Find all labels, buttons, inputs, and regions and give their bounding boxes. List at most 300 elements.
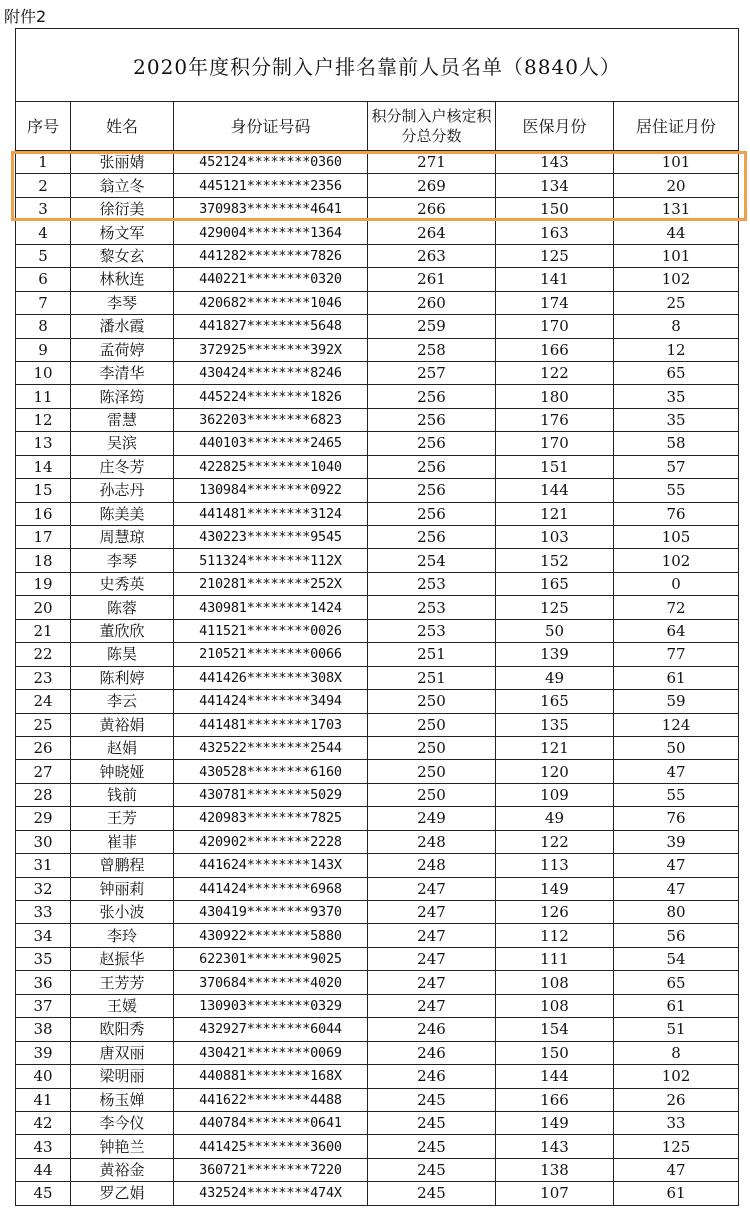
cell-residence: 59 xyxy=(614,690,739,713)
cell-index: 14 xyxy=(16,455,71,478)
cell-insurance: 126 xyxy=(496,901,614,924)
cell-score: 245 xyxy=(368,1182,496,1205)
cell-id: 430528********6160 xyxy=(174,760,368,783)
cell-score: 249 xyxy=(368,807,496,830)
table-row xyxy=(16,854,739,877)
cell-score: 246 xyxy=(368,1065,496,1088)
cell-score: 260 xyxy=(368,291,496,314)
cell-id: 432927********6044 xyxy=(174,1018,368,1041)
cell-insurance: 150 xyxy=(496,1041,614,1064)
cell-score: 250 xyxy=(368,690,496,713)
cell-residence: 47 xyxy=(614,877,739,900)
table-row xyxy=(16,361,739,384)
cell-insurance: 120 xyxy=(496,760,614,783)
cell-insurance: 174 xyxy=(496,291,614,314)
cell-insurance: 135 xyxy=(496,713,614,736)
cell-name: 黄裕金 xyxy=(71,1158,174,1181)
cell-index: 16 xyxy=(16,502,71,525)
cell-insurance: 166 xyxy=(496,1088,614,1111)
table-row xyxy=(16,432,739,455)
cell-residence: 44 xyxy=(614,221,739,244)
cell-score: 246 xyxy=(368,1041,496,1064)
cell-residence: 25 xyxy=(614,291,739,314)
cell-index: 45 xyxy=(16,1182,71,1205)
cell-name: 李今仪 xyxy=(71,1111,174,1134)
cell-index: 41 xyxy=(16,1088,71,1111)
cell-score: 247 xyxy=(368,994,496,1017)
cell-residence: 76 xyxy=(614,502,739,525)
cell-index: 19 xyxy=(16,572,71,595)
table-row xyxy=(16,268,739,291)
cell-insurance: 166 xyxy=(496,338,614,361)
cell-residence: 64 xyxy=(614,619,739,642)
table-row xyxy=(16,174,739,197)
cell-name: 陈蓉 xyxy=(71,596,174,619)
cell-id: 372925********392X xyxy=(174,338,368,361)
cell-residence: 61 xyxy=(614,666,739,689)
cell-index: 17 xyxy=(16,526,71,549)
header-index: 序号 xyxy=(16,102,71,151)
cell-insurance: 50 xyxy=(496,619,614,642)
cell-name: 陈利婷 xyxy=(71,666,174,689)
cell-name: 孙志丹 xyxy=(71,479,174,502)
cell-residence: 72 xyxy=(614,596,739,619)
cell-index: 25 xyxy=(16,713,71,736)
ranking-table xyxy=(15,28,739,1206)
cell-id: 440221********0320 xyxy=(174,268,368,291)
cell-score: 256 xyxy=(368,526,496,549)
cell-name: 赵娟 xyxy=(71,736,174,759)
cell-name: 杨文军 xyxy=(71,221,174,244)
table-row xyxy=(16,760,739,783)
cell-index: 11 xyxy=(16,385,71,408)
cell-id: 452124********0360 xyxy=(174,151,368,174)
table-row xyxy=(16,572,739,595)
cell-id: 430223********9545 xyxy=(174,526,368,549)
cell-score: 248 xyxy=(368,854,496,877)
cell-score: 271 xyxy=(368,151,496,174)
cell-score: 253 xyxy=(368,596,496,619)
cell-index: 31 xyxy=(16,854,71,877)
cell-index: 30 xyxy=(16,830,71,853)
cell-id: 441424********6968 xyxy=(174,877,368,900)
cell-insurance: 112 xyxy=(496,924,614,947)
header-insurance: 医保月份 xyxy=(496,102,614,151)
cell-name: 孟荷婷 xyxy=(71,338,174,361)
cell-insurance: 109 xyxy=(496,783,614,806)
cell-score: 257 xyxy=(368,361,496,384)
cell-insurance: 165 xyxy=(496,690,614,713)
cell-residence: 51 xyxy=(614,1018,739,1041)
cell-residence: 105 xyxy=(614,526,739,549)
cell-insurance: 113 xyxy=(496,854,614,877)
cell-id: 430781********5029 xyxy=(174,783,368,806)
table-row xyxy=(16,971,739,994)
cell-score: 251 xyxy=(368,666,496,689)
cell-score: 250 xyxy=(368,783,496,806)
table-row xyxy=(16,1065,739,1088)
cell-index: 8 xyxy=(16,315,71,338)
cell-id: 420983********7825 xyxy=(174,807,368,830)
cell-name: 李琴 xyxy=(71,549,174,572)
cell-residence: 55 xyxy=(614,783,739,806)
cell-index: 12 xyxy=(16,408,71,431)
cell-residence: 50 xyxy=(614,736,739,759)
cell-index: 27 xyxy=(16,760,71,783)
cell-score: 256 xyxy=(368,502,496,525)
cell-residence: 0 xyxy=(614,572,739,595)
cell-id: 440103********2465 xyxy=(174,432,368,455)
cell-name: 张小波 xyxy=(71,901,174,924)
cell-id: 441624********143X xyxy=(174,854,368,877)
cell-index: 7 xyxy=(16,291,71,314)
cell-score: 247 xyxy=(368,924,496,947)
cell-id: 445121********2356 xyxy=(174,174,368,197)
table-row xyxy=(16,1135,739,1158)
cell-index: 33 xyxy=(16,901,71,924)
cell-index: 20 xyxy=(16,596,71,619)
cell-residence: 65 xyxy=(614,971,739,994)
cell-residence: 57 xyxy=(614,455,739,478)
cell-score: 263 xyxy=(368,244,496,267)
header-row xyxy=(16,102,739,151)
cell-insurance: 134 xyxy=(496,174,614,197)
cell-residence: 8 xyxy=(614,1041,739,1064)
cell-id: 370684********4020 xyxy=(174,971,368,994)
cell-index: 35 xyxy=(16,947,71,970)
table-row xyxy=(16,244,739,267)
cell-residence: 131 xyxy=(614,197,739,220)
cell-insurance: 150 xyxy=(496,197,614,220)
cell-name: 梁明丽 xyxy=(71,1065,174,1088)
cell-insurance: 152 xyxy=(496,549,614,572)
cell-index: 2 xyxy=(16,174,71,197)
cell-index: 3 xyxy=(16,197,71,220)
cell-name: 李云 xyxy=(71,690,174,713)
cell-index: 34 xyxy=(16,924,71,947)
cell-index: 26 xyxy=(16,736,71,759)
table-row xyxy=(16,830,739,853)
cell-name: 庄冬芳 xyxy=(71,455,174,478)
table-row xyxy=(16,502,739,525)
cell-name: 李玲 xyxy=(71,924,174,947)
table-row xyxy=(16,666,739,689)
cell-residence: 101 xyxy=(614,151,739,174)
cell-insurance: 165 xyxy=(496,572,614,595)
cell-index: 44 xyxy=(16,1158,71,1181)
attachment-label: 附件2 xyxy=(4,7,47,26)
cell-residence: 124 xyxy=(614,713,739,736)
cell-residence: 76 xyxy=(614,807,739,830)
cell-insurance: 149 xyxy=(496,1111,614,1134)
cell-index: 40 xyxy=(16,1065,71,1088)
cell-id: 360721********7220 xyxy=(174,1158,368,1181)
cell-name: 黄裕娟 xyxy=(71,713,174,736)
cell-id: 441481********3124 xyxy=(174,502,368,525)
table-row xyxy=(16,1088,739,1111)
cell-name: 董欣欣 xyxy=(71,619,174,642)
cell-name: 钟丽莉 xyxy=(71,877,174,900)
cell-index: 6 xyxy=(16,268,71,291)
cell-id: 422825********1040 xyxy=(174,455,368,478)
cell-score: 250 xyxy=(368,713,496,736)
cell-name: 钟艳兰 xyxy=(71,1135,174,1158)
cell-insurance: 149 xyxy=(496,877,614,900)
cell-name: 陈泽筠 xyxy=(71,385,174,408)
cell-residence: 12 xyxy=(614,338,739,361)
cell-score: 264 xyxy=(368,221,496,244)
cell-name: 唐双丽 xyxy=(71,1041,174,1064)
table-row xyxy=(16,526,739,549)
cell-id: 130903********0329 xyxy=(174,994,368,1017)
cell-residence: 80 xyxy=(614,901,739,924)
table-row xyxy=(16,408,739,431)
table-row xyxy=(16,1111,739,1134)
cell-insurance: 143 xyxy=(496,1135,614,1158)
cell-name: 赵振华 xyxy=(71,947,174,970)
cell-name: 杨玉婵 xyxy=(71,1088,174,1111)
cell-insurance: 107 xyxy=(496,1182,614,1205)
table-row xyxy=(16,783,739,806)
cell-id: 210521********0066 xyxy=(174,643,368,666)
cell-score: 253 xyxy=(368,572,496,595)
table-title: 2020年度积分制入户排名靠前人员名单（8840人） xyxy=(16,29,739,102)
cell-insurance: 125 xyxy=(496,244,614,267)
cell-name: 曾鹏程 xyxy=(71,854,174,877)
table-row xyxy=(16,315,739,338)
header-name: 姓名 xyxy=(71,102,174,151)
cell-insurance: 121 xyxy=(496,502,614,525)
cell-index: 9 xyxy=(16,338,71,361)
cell-name: 崔菲 xyxy=(71,830,174,853)
cell-name: 李清华 xyxy=(71,361,174,384)
cell-id: 429004********1364 xyxy=(174,221,368,244)
table-body xyxy=(16,151,739,1206)
table-row xyxy=(16,385,739,408)
cell-residence: 20 xyxy=(614,174,739,197)
cell-name: 王媛 xyxy=(71,994,174,1017)
table-row xyxy=(16,1041,739,1064)
cell-residence: 61 xyxy=(614,994,739,1017)
cell-name: 黎女玄 xyxy=(71,244,174,267)
cell-id: 411521********0026 xyxy=(174,619,368,642)
cell-id: 430421********0069 xyxy=(174,1041,368,1064)
table-row xyxy=(16,1182,739,1205)
cell-score: 247 xyxy=(368,901,496,924)
cell-insurance: 121 xyxy=(496,736,614,759)
cell-id: 441424********3494 xyxy=(174,690,368,713)
table-row xyxy=(16,619,739,642)
cell-insurance: 170 xyxy=(496,432,614,455)
cell-residence: 61 xyxy=(614,1182,739,1205)
cell-score: 245 xyxy=(368,1158,496,1181)
cell-index: 43 xyxy=(16,1135,71,1158)
cell-insurance: 122 xyxy=(496,830,614,853)
cell-insurance: 176 xyxy=(496,408,614,431)
cell-index: 10 xyxy=(16,361,71,384)
cell-name: 欧阳秀 xyxy=(71,1018,174,1041)
cell-residence: 102 xyxy=(614,549,739,572)
cell-score: 261 xyxy=(368,268,496,291)
table-row xyxy=(16,1158,739,1181)
cell-id: 440784********0641 xyxy=(174,1111,368,1134)
cell-name: 钱前 xyxy=(71,783,174,806)
cell-residence: 65 xyxy=(614,361,739,384)
cell-name: 张丽婧 xyxy=(71,151,174,174)
cell-residence: 54 xyxy=(614,947,739,970)
cell-insurance: 49 xyxy=(496,666,614,689)
cell-score: 246 xyxy=(368,1018,496,1041)
cell-index: 5 xyxy=(16,244,71,267)
cell-id: 441827********5648 xyxy=(174,315,368,338)
table-row xyxy=(16,479,739,502)
cell-id: 430981********1424 xyxy=(174,596,368,619)
cell-id: 370983********4641 xyxy=(174,197,368,220)
table-row xyxy=(16,643,739,666)
cell-insurance: 154 xyxy=(496,1018,614,1041)
cell-score: 269 xyxy=(368,174,496,197)
cell-id: 430424********8246 xyxy=(174,361,368,384)
cell-score: 256 xyxy=(368,385,496,408)
cell-score: 266 xyxy=(368,197,496,220)
cell-insurance: 138 xyxy=(496,1158,614,1181)
table-row xyxy=(16,877,739,900)
cell-index: 22 xyxy=(16,643,71,666)
cell-id: 441481********1703 xyxy=(174,713,368,736)
cell-name: 王芳芳 xyxy=(71,971,174,994)
cell-residence: 35 xyxy=(614,385,739,408)
table-row xyxy=(16,197,739,220)
cell-score: 259 xyxy=(368,315,496,338)
cell-index: 15 xyxy=(16,479,71,502)
cell-name: 翁立冬 xyxy=(71,174,174,197)
cell-name: 林秋连 xyxy=(71,268,174,291)
cell-residence: 47 xyxy=(614,760,739,783)
cell-index: 21 xyxy=(16,619,71,642)
cell-residence: 55 xyxy=(614,479,739,502)
header-id: 身份证号码 xyxy=(174,102,368,151)
cell-insurance: 122 xyxy=(496,361,614,384)
cell-index: 37 xyxy=(16,994,71,1017)
cell-residence: 125 xyxy=(614,1135,739,1158)
cell-score: 247 xyxy=(368,971,496,994)
cell-id: 440881********168X xyxy=(174,1065,368,1088)
cell-index: 18 xyxy=(16,549,71,572)
cell-score: 256 xyxy=(368,408,496,431)
cell-index: 38 xyxy=(16,1018,71,1041)
cell-score: 251 xyxy=(368,643,496,666)
cell-score: 258 xyxy=(368,338,496,361)
table-row xyxy=(16,291,739,314)
cell-insurance: 103 xyxy=(496,526,614,549)
cell-name: 李琴 xyxy=(71,291,174,314)
cell-residence: 33 xyxy=(614,1111,739,1134)
cell-score: 250 xyxy=(368,760,496,783)
cell-index: 39 xyxy=(16,1041,71,1064)
cell-name: 吴滨 xyxy=(71,432,174,455)
cell-id: 210281********252X xyxy=(174,572,368,595)
cell-id: 432524********474X xyxy=(174,1182,368,1205)
cell-score: 245 xyxy=(368,1111,496,1134)
cell-index: 42 xyxy=(16,1111,71,1134)
cell-residence: 8 xyxy=(614,315,739,338)
cell-name: 陈美美 xyxy=(71,502,174,525)
cell-id: 420682********1046 xyxy=(174,291,368,314)
table-row xyxy=(16,455,739,478)
cell-insurance: 163 xyxy=(496,221,614,244)
cell-residence: 26 xyxy=(614,1088,739,1111)
cell-insurance: 108 xyxy=(496,994,614,1017)
cell-id: 511324********112X xyxy=(174,549,368,572)
header-residence: 居住证月份 xyxy=(614,102,739,151)
cell-insurance: 139 xyxy=(496,643,614,666)
cell-name: 罗乙娟 xyxy=(71,1182,174,1205)
table-row xyxy=(16,736,739,759)
cell-index: 36 xyxy=(16,971,71,994)
cell-id: 441425********3600 xyxy=(174,1135,368,1158)
table-row xyxy=(16,596,739,619)
cell-residence: 58 xyxy=(614,432,739,455)
header-score: 积分制入户核定积分总分数 xyxy=(368,102,496,151)
table-row xyxy=(16,221,739,244)
cell-residence: 35 xyxy=(614,408,739,431)
cell-name: 钟晓娅 xyxy=(71,760,174,783)
cell-residence: 56 xyxy=(614,924,739,947)
cell-score: 248 xyxy=(368,830,496,853)
cell-name: 史秀英 xyxy=(71,572,174,595)
cell-id: 362203********6823 xyxy=(174,408,368,431)
cell-residence: 47 xyxy=(614,1158,739,1181)
cell-name: 雷慧 xyxy=(71,408,174,431)
cell-insurance: 180 xyxy=(496,385,614,408)
cell-id: 430922********5880 xyxy=(174,924,368,947)
table-row xyxy=(16,713,739,736)
cell-residence: 102 xyxy=(614,1065,739,1088)
cell-insurance: 49 xyxy=(496,807,614,830)
cell-score: 247 xyxy=(368,947,496,970)
cell-index: 4 xyxy=(16,221,71,244)
table-row xyxy=(16,1018,739,1041)
cell-insurance: 108 xyxy=(496,971,614,994)
cell-insurance: 170 xyxy=(496,315,614,338)
cell-score: 247 xyxy=(368,877,496,900)
cell-residence: 102 xyxy=(614,268,739,291)
table-row xyxy=(16,338,739,361)
cell-index: 32 xyxy=(16,877,71,900)
cell-score: 245 xyxy=(368,1088,496,1111)
table-row xyxy=(16,947,739,970)
cell-score: 253 xyxy=(368,619,496,642)
cell-id: 430419********9370 xyxy=(174,901,368,924)
cell-id: 441426********308X xyxy=(174,666,368,689)
cell-id: 432522********2544 xyxy=(174,736,368,759)
cell-insurance: 111 xyxy=(496,947,614,970)
cell-id: 420902********2228 xyxy=(174,830,368,853)
cell-id: 622301********9025 xyxy=(174,947,368,970)
cell-index: 28 xyxy=(16,783,71,806)
cell-name: 陈昊 xyxy=(71,643,174,666)
table-row xyxy=(16,807,739,830)
cell-name: 徐衍美 xyxy=(71,197,174,220)
cell-residence: 47 xyxy=(614,854,739,877)
cell-id: 441622********4488 xyxy=(174,1088,368,1111)
cell-insurance: 125 xyxy=(496,596,614,619)
cell-name: 潘水霞 xyxy=(71,315,174,338)
cell-id: 130984********0922 xyxy=(174,479,368,502)
cell-insurance: 151 xyxy=(496,455,614,478)
table-row xyxy=(16,901,739,924)
cell-index: 1 xyxy=(16,151,71,174)
